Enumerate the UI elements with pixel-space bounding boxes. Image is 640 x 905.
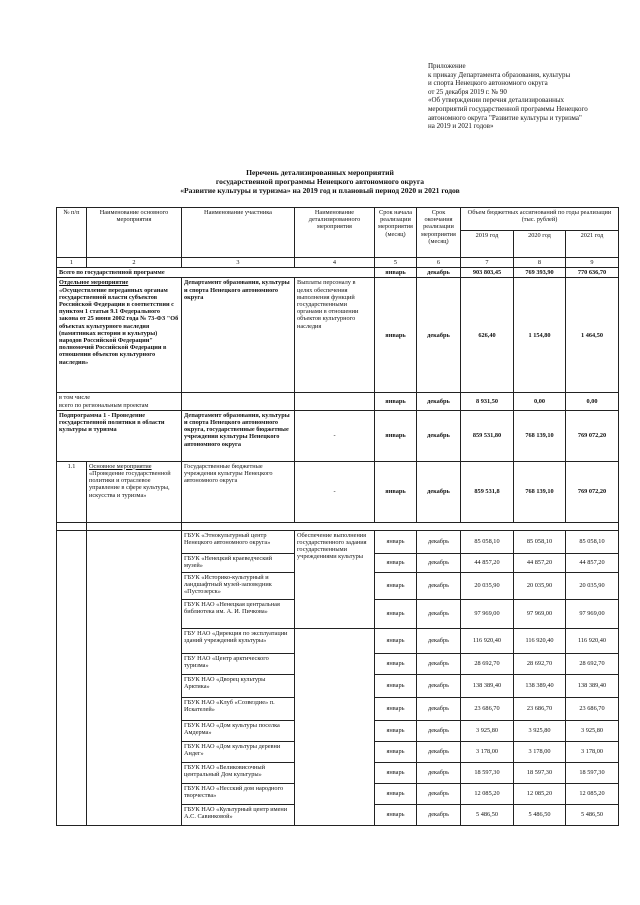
institution-2020: 3 178,00: [514, 741, 566, 762]
institutions-num-cell: [57, 530, 87, 825]
institution-end: декабрь: [417, 697, 461, 720]
institution-start: январь: [375, 804, 417, 825]
main-event-participant: Государственные бюджетные учреждения культуры Ненецкого автономного округа: [182, 461, 295, 522]
institution-2021: 85 058,10: [566, 530, 619, 553]
institution-name: ГБУК НАО «Несский дом народного творчества»: [182, 783, 295, 804]
main-event-2021: 769 072,20: [566, 461, 619, 522]
institution-2021: 44 857,20: [566, 553, 619, 572]
separate-detail: Выплаты персоналу в целях обеспечения выполнения функций государственными органами в отношении объектов культурного наследия: [295, 278, 375, 393]
separate-end: декабрь: [417, 278, 461, 393]
regional-2019: 8 931,50: [461, 393, 514, 410]
institution-start: январь: [375, 599, 417, 628]
institutions-detail-empty: [295, 628, 375, 825]
institution-start: январь: [375, 674, 417, 697]
index-row: [57, 258, 619, 268]
main-event-detail: -: [295, 461, 375, 522]
separate-participant: Департамент образования, культуры и спорта Ненецкого автономного округа: [182, 278, 295, 393]
document-title: [60, 168, 580, 195]
regional-detail: [295, 393, 375, 410]
approval-line: Приложение: [428, 62, 466, 70]
gap-cell: [57, 522, 87, 530]
institution-2021: 18 597,30: [566, 762, 619, 783]
index-cell: 8: [514, 258, 566, 268]
institution-2020: 5 486,50: [514, 804, 566, 825]
separate-2021: 1 464,50: [566, 278, 619, 393]
index-cell: 9: [566, 258, 619, 268]
header-main-event: Наименование основного мероприятия: [87, 208, 182, 258]
institution-start: январь: [375, 762, 417, 783]
main-event-text: «Проведение государственной политики и отраслевое управление в сфере культуры, искусства и туризма»: [89, 470, 171, 499]
institution-name: ГБУК НАО «Культурный центр имени А.С. Савинковой»: [182, 804, 295, 825]
institution-2019: 44 857,20: [461, 553, 514, 572]
main-event-num: 1.1: [57, 461, 87, 522]
institution-name: ГБУ НАО «Центр арктического туризма»: [182, 653, 295, 674]
institution-2020: 44 857,20: [514, 553, 566, 572]
regional-start: январь: [375, 393, 417, 410]
main-event-cell: [87, 461, 182, 522]
institution-2019: 116 920,40: [461, 628, 514, 653]
separate-2019: 626,40: [461, 278, 514, 393]
institution-end: декабрь: [417, 653, 461, 674]
institution-end: декабрь: [417, 553, 461, 572]
header-participant: Наименование участника: [182, 208, 295, 258]
subprogram-detail: -: [295, 410, 375, 461]
header-budget: Объем бюджетных ассигнований по годы реализации (тыс. рублей): [461, 208, 619, 231]
title-line: государственной программы Ненецкого автономного округа: [215, 177, 425, 186]
institution-start: январь: [375, 783, 417, 804]
subprogram-participant: Департамент образования, культуры и спорта Ненецкого автономного округа, государственные бюджетные учреждения культуры Ненецкого автономного округа: [182, 410, 295, 461]
approval-line: к приказу Департамента образования, культуры: [428, 70, 571, 79]
institution-row: [57, 530, 619, 553]
institution-2019: 3 178,00: [461, 741, 514, 762]
gap-cell: [87, 522, 182, 530]
subprogram-end: декабрь: [417, 410, 461, 461]
institution-name: ГБУК НАО «Ненецкая центральная библиотека им. А. И. Пичкова»: [182, 599, 295, 628]
institution-name: ГБУК НАО «Великовисочный центральный Дом культуры»: [182, 762, 295, 783]
institution-start: январь: [375, 653, 417, 674]
institution-2021: 116 920,40: [566, 628, 619, 653]
total-2019: 903 803,45: [461, 268, 514, 278]
index-cell: 7: [461, 258, 514, 268]
regional-participant: [182, 393, 295, 410]
events-table: [56, 207, 619, 826]
institutions-body: [57, 530, 619, 825]
regional-row: [57, 393, 619, 410]
institution-2020: 138 389,40: [514, 674, 566, 697]
main-event-2019: 859 531,8: [461, 461, 514, 522]
institution-2021: 20 035,90: [566, 572, 619, 599]
institution-2020: 23 686,70: [514, 697, 566, 720]
institution-2021: 12 085,20: [566, 783, 619, 804]
approval-line: «Об утверждении перечня детализированных: [428, 96, 565, 105]
institution-2021: 97 969,00: [566, 599, 619, 628]
institution-name: ГБУК «Ненецкий краеведческий музей»: [182, 553, 295, 572]
institution-name: ГБУ НАО «Дирекция по эксплуатации зданий учреждений культуры»: [182, 628, 295, 653]
institution-name: ГБУК «Этнокультурный центр Ненецкого автономного округа»: [182, 530, 295, 553]
institution-2021: 3 178,00: [566, 741, 619, 762]
approval-line: автономного округа "Развитие культуры и туризма": [428, 113, 582, 122]
institution-2020: 85 058,10: [514, 530, 566, 553]
total-start: январь: [375, 268, 417, 278]
institution-2021: 5 486,50: [566, 804, 619, 825]
institution-start: январь: [375, 553, 417, 572]
institution-2019: 12 085,20: [461, 783, 514, 804]
institution-start: январь: [375, 720, 417, 741]
header-2019: 2019 год: [461, 231, 514, 258]
institution-end: декабрь: [417, 720, 461, 741]
separate-event-row: [57, 278, 619, 393]
institution-2019: 138 389,40: [461, 674, 514, 697]
institution-start: январь: [375, 697, 417, 720]
institution-end: декабрь: [417, 783, 461, 804]
institution-2019: 23 686,70: [461, 697, 514, 720]
header-2021: 2021 год: [566, 231, 619, 258]
institution-2019: 28 692,70: [461, 653, 514, 674]
approval-line: на 2019 и 2021 годов»: [428, 122, 494, 131]
index-cell: 6: [417, 258, 461, 268]
approval-line: от 25 декабря 2019 г. № 90: [428, 87, 507, 96]
subprogram-2021: 769 072,20: [566, 410, 619, 461]
title-line: «Развитие культуры и туризма» на 2019 год и плановый период 2020 и 2021 годов: [180, 186, 460, 195]
institution-2021: 138 389,40: [566, 674, 619, 697]
main-event-start: январь: [375, 461, 417, 522]
institution-2020: 28 692,70: [514, 653, 566, 674]
separate-event-cell: [57, 278, 182, 393]
institution-2019: 85 058,10: [461, 530, 514, 553]
subprogram-label: Подпрограмма 1 - Проведение государственной политики в области культуры и туризма: [57, 410, 182, 461]
index-cell: 2: [87, 258, 182, 268]
header-end: Срок окончания реализации мероприятия (месяц): [417, 208, 461, 258]
main-event-row: [57, 461, 619, 522]
institution-end: декабрь: [417, 741, 461, 762]
subprogram-row: [57, 410, 619, 461]
institution-2019: 20 035,90: [461, 572, 514, 599]
institution-2019: 18 597,30: [461, 762, 514, 783]
subprogram-2019: 859 531,80: [461, 410, 514, 461]
header-detail: Наименование детализированного мероприятия: [295, 208, 375, 258]
institution-2020: 97 969,00: [514, 599, 566, 628]
regional-line1: в том числе: [59, 394, 91, 402]
main-event-title: Основное мероприятие: [89, 462, 152, 470]
institution-2019: 5 486,50: [461, 804, 514, 825]
institution-end: декабрь: [417, 762, 461, 783]
main-event-2020: 768 139,10: [514, 461, 566, 522]
institution-start: январь: [375, 741, 417, 762]
institution-2019: 3 925,80: [461, 720, 514, 741]
header-start: Срок начала реализации мероприятия (месяц): [375, 208, 417, 258]
index-cell: 4: [295, 258, 375, 268]
gap-row: [57, 522, 619, 530]
total-2020: 769 393,90: [514, 268, 566, 278]
institution-2021: 23 686,70: [566, 697, 619, 720]
institution-2021: 3 925,80: [566, 720, 619, 741]
index-cell: 5: [375, 258, 417, 268]
total-end: декабрь: [417, 268, 461, 278]
subprogram-2020: 768 139,10: [514, 410, 566, 461]
subprogram-start: январь: [375, 410, 417, 461]
separate-start: январь: [375, 278, 417, 393]
regional-label: [57, 393, 182, 410]
institutions-detail: Обеспечение выполнения государственного задания государственными учреждениями культуры: [295, 530, 375, 628]
institution-end: декабрь: [417, 572, 461, 599]
separate-event-title: Отдельное мероприятие: [59, 279, 129, 287]
header-num: № п/п: [57, 208, 87, 258]
approval-line: и спорта Ненецкого автономного округа: [428, 79, 548, 88]
institutions-event-cell: [87, 530, 182, 825]
institution-start: январь: [375, 572, 417, 599]
institution-2020: 3 925,80: [514, 720, 566, 741]
regional-2021: 0,00: [566, 393, 619, 410]
institution-name: ГБУК «Историко-культурный и ландшафтный музей-заповедник «Пустозерск»: [182, 572, 295, 599]
institution-name: ГБУК НАО «Дворец культуры Арктика»: [182, 674, 295, 697]
institution-name: ГБУК НАО «Клуб «Созвездие» п. Искателей»: [182, 697, 295, 720]
institution-name: ГБУК НАО «Дом культуры поселка Амдерма»: [182, 720, 295, 741]
total-label: Всего по государственной программе: [57, 268, 375, 278]
header-row: [57, 208, 619, 231]
header-2020: 2020 год: [514, 231, 566, 258]
institution-name: ГБУК НАО «Дом культуры деревни Андег»: [182, 741, 295, 762]
institution-2020: 20 035,90: [514, 572, 566, 599]
index-cell: 3: [182, 258, 295, 268]
total-2021: 770 636,70: [566, 268, 619, 278]
institution-2021: 28 692,70: [566, 653, 619, 674]
institution-2020: 12 085,20: [514, 783, 566, 804]
institution-2020: 116 920,40: [514, 628, 566, 653]
index-cell: 1: [57, 258, 87, 268]
separate-event-text: «Осуществление переданных органам государственной власти субъектов Российской Федерации в соответствии с пунктом 1 статьи 9.1 Федерального закона от 25 июня 2002 года № 73-ФЗ "Об объектах культурного наследия (памятниках истории и культуры) народов Российской Федерации" полномочий Российской Федерации в отношении объектов культурного наследия»: [59, 286, 179, 366]
institution-end: декабрь: [417, 674, 461, 697]
institution-end: декабрь: [417, 628, 461, 653]
gap-cell: [182, 522, 619, 530]
regional-end: декабрь: [417, 393, 461, 410]
institution-start: январь: [375, 530, 417, 553]
regional-line2: всего по региональным проектам: [59, 401, 149, 409]
institution-2020: 18 597,30: [514, 762, 566, 783]
institution-end: декабрь: [417, 599, 461, 628]
institution-end: декабрь: [417, 530, 461, 553]
approval-block: [428, 62, 628, 131]
separate-2020: 1 154,80: [514, 278, 566, 393]
title-line: Перечень детализированных мероприятий: [246, 168, 394, 177]
regional-2020: 0,00: [514, 393, 566, 410]
institution-2019: 97 969,00: [461, 599, 514, 628]
main-event-end: декабрь: [417, 461, 461, 522]
institution-end: декабрь: [417, 804, 461, 825]
institution-start: январь: [375, 628, 417, 653]
approval-line: мероприятий государственной программы Ненецкого: [428, 104, 588, 113]
total-row: [57, 268, 619, 278]
